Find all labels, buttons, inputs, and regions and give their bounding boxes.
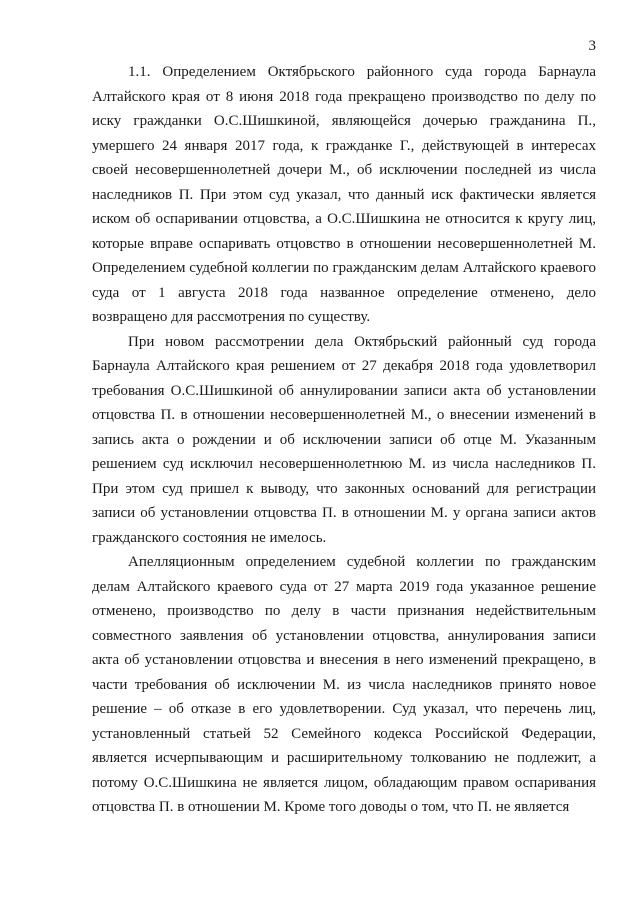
paragraph-2: При новом рассмотрении дела Октябрьский районный суд города Барнаула Алтайского края решением от 27 декабря 2018 года удовлетворил требования О.С.Шишкиной об аннулировании записи акта об установлении отцовства П. в отношении несовершеннолетней М., о внесении изменений в запись акта о рождении и об исключении записи об отце М. Указанным решением суд исключил несовершеннолетнюю М. из числа наследников П. При этом суд пришел к выводу, что законных оснований для регистрации записи об установлении отцовства П. в отношении М. у органа записи актов гражданского состояния не имелось. bbox=[92, 333, 596, 546]
paragraph-1: 1.1. Определением Октябрьского районного суда города Барнаула Алтайского края от 8 июня 2018 года прекращено производство по делу по иску гражданки О.С.Шишкиной, являющейся дочерью гражданина П., умершего 24 января 2017 года, к гражданке Г., действующей в интересах своей несовершеннолетней дочери М., об исключении последней из числа наследников П. При этом суд указал, что данный иск фактически является иском об оспаривании отцовства, а О.С.Шишкина не относится к кругу лиц, которые вправе оспаривать отцовство в отношении несовершеннолетней М. Определением судебной коллегии по гражданским делам Алтайского краевого суда от 1 августа 2018 года названное определение отменено, дело возвращено для рассмотрения по существу. bbox=[92, 64, 596, 325]
document-body bbox=[92, 60, 596, 820]
paragraph-3: Апелляционным определением судебной коллегии по гражданским делам Алтайского краевого суда от 27 марта 2019 года указанное решение отменено, производство по делу в части признания недействительным совместного заявления об установлении отцовства, аннулирования записи акта об установлении отцовства и внесения в него изменений прекращено, в части требования об исключении М. из числа наследников принято новое решение – об отказе в его удовлетворении. Суд указал, что перечень лиц, установленный статьей 52 Семейного кодекса Российской Федерации, является исчерпывающим и расширительному толкованию не подлежит, а потому О.С.Шишкина не является лицом, обладающим правом оспаривания отцовства П. в отношении М. Кроме того доводы о том, что П. не является bbox=[92, 554, 596, 815]
page-number: 3 bbox=[588, 38, 596, 54]
